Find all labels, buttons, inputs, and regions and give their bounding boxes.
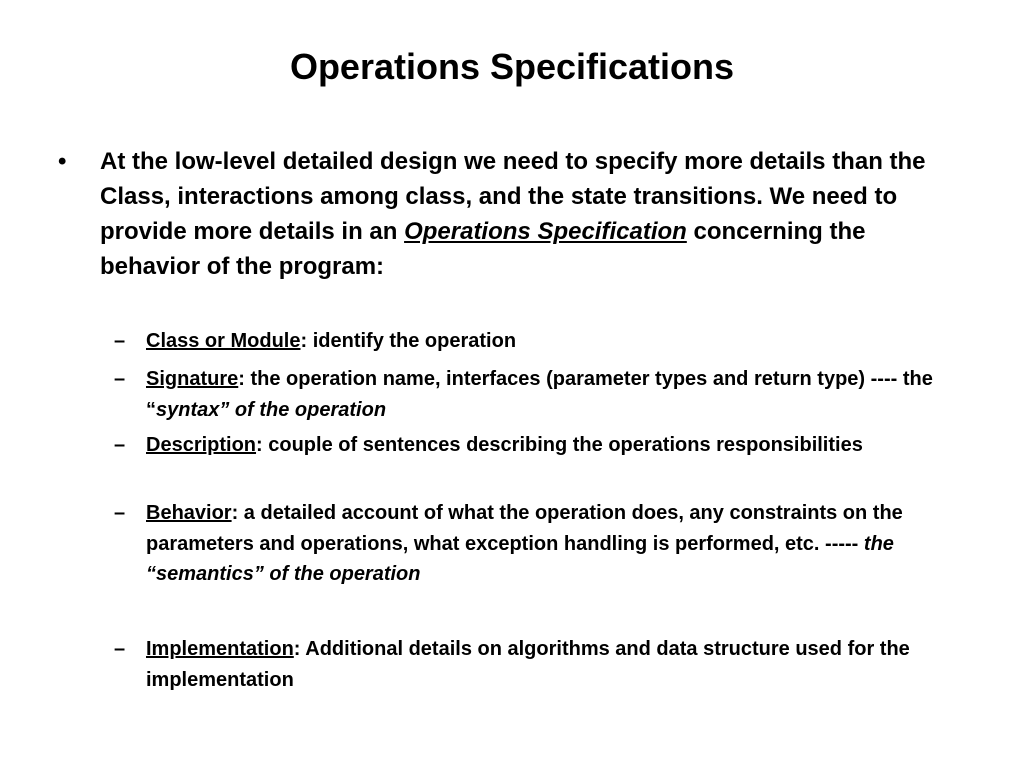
main-bullet-text-part-1: At the low-level detailed design we need to specify more details than the Class, interactions among class, and the state transitions. We need to provide more details in an [100, 148, 926, 245]
sub-item-text: : a detailed account of what the operation does, any constraints on the parameters and operations, what exception handling is performed, etc. ----- [146, 502, 903, 555]
dash-marker: – [114, 502, 126, 524]
sub-item-behavior [114, 498, 984, 590]
dash-marker: – [114, 368, 126, 390]
main-bullet-text-part-2: concerning the behavior of the program: [100, 218, 866, 280]
sub-item-signature [114, 364, 984, 425]
sub-item-text: : identify the operation [300, 330, 517, 352]
dash-marker: – [114, 434, 126, 456]
sub-item-text: : the operation name, interfaces (parameter types and return type) ---- the “ [146, 368, 933, 421]
sub-item-description [114, 430, 984, 461]
sub-item-text: : couple of sentences describing the operations responsibilities [256, 434, 863, 456]
sub-item-term: Description [146, 434, 257, 456]
main-bullet [58, 144, 970, 284]
bullet-marker: • [58, 148, 67, 175]
slide-title: Operations Specifications [289, 46, 735, 87]
dash-marker: – [114, 330, 126, 352]
sub-item-italic-text: the “semantics” of the operation [146, 532, 894, 585]
main-bullet-text [100, 144, 970, 284]
dash-marker: – [114, 638, 126, 660]
sub-item-text: : Additional details on algorithms and data structure used for the implementation [146, 638, 910, 691]
sub-item-term: Behavior [146, 502, 232, 524]
sub-item-implementation [114, 634, 984, 695]
operations-specification-term: Operations Specification [404, 218, 687, 245]
sub-item-term: Class or Module [146, 330, 301, 352]
sub-item-term: Implementation [146, 638, 294, 660]
sub-item-term: Signature [146, 368, 239, 390]
sub-item-italic-text: syntax” of the operation [156, 398, 387, 421]
sub-item-class-or-module [114, 326, 984, 357]
